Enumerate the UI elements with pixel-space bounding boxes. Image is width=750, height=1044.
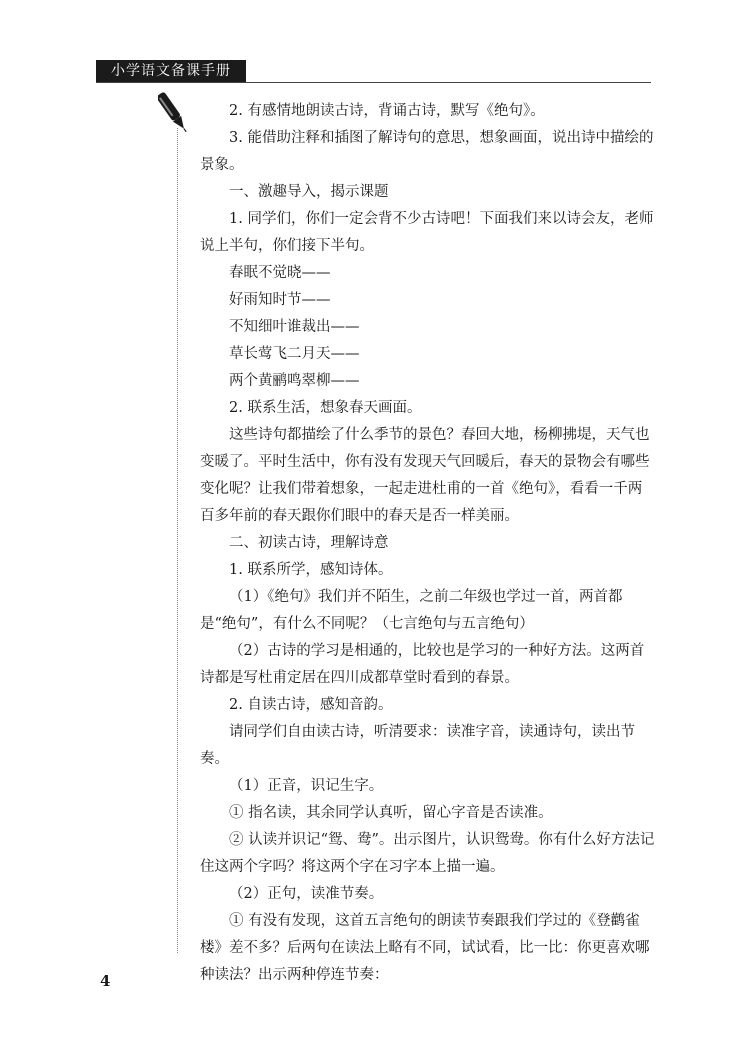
paragraph: 1. 同学们，你们一定会背不少古诗吧！下面我们来以诗会友，老师说上半句，你们接下半句。 — [200, 211, 654, 254]
paragraph: （2）古诗的学习是相通的，比较也是学习的一种好方法。这两首诗都是写杜甫定居在四川成都草堂时看到的春景。 — [200, 643, 645, 686]
paragraph: 2. 自读古诗，感知音韵。 — [229, 697, 393, 713]
poem-line: 春眠不觉晓—— — [229, 265, 331, 281]
paragraph: 1. 联系所学，感知诗体。 — [229, 562, 393, 578]
section-heading: 二、初读古诗，理解诗意 — [229, 535, 389, 551]
pen-icon — [158, 88, 188, 138]
body-text — [200, 98, 655, 989]
poem-line: 草长莺飞二月天—— — [229, 346, 360, 362]
section-heading: 一、激趣导入，揭示课题 — [229, 184, 389, 200]
paragraph: 请同学们自由读古诗，听清要求：读准字音，读通诗句，读出节奏。 — [200, 724, 635, 767]
paragraph: 2. 有感情地朗读古诗，背诵古诗，默写《绝句》。 — [229, 103, 545, 119]
paragraph: （2）正句，读准节奏。 — [229, 886, 384, 902]
header-rule — [96, 82, 651, 83]
paragraph: （1）《绝句》我们并不陌生，之前二年级也学过一首，两首都是“绝句”，有什么不同呢？（七言绝句与五言绝句） — [200, 589, 623, 632]
poem-line: 好雨知时节—— — [229, 292, 331, 308]
poem-line: 两个黄鹂鸣翠柳—— — [229, 373, 360, 389]
poem-line: 不知细叶谁裁出—— — [229, 319, 360, 335]
paragraph: 3. 能借助注释和插图了解诗句的意思，想象画面，说出诗中描绘的景象。 — [200, 130, 654, 173]
paragraph: ① 指名读，其余同学认真听，留心字音是否读准。 — [229, 805, 553, 821]
paragraph: ② 认读并识记“鸳、鸯”。出示图片，认识鸳鸯。你有什么好方法记住这两个字吗？将这两个字在习字本上描一遍。 — [200, 832, 655, 875]
page-number: 4 — [100, 972, 111, 990]
paragraph: （1）正音，识记生字。 — [229, 778, 384, 794]
paragraph: 2. 联系生活，想象春天画面。 — [229, 400, 422, 416]
header-title: 小学语文备课手册 — [96, 60, 246, 82]
paragraph: ① 有没有发现，这首五言绝句的朗读节奏跟我们学过的《登鹳雀楼》差不多？后两句在读法上略有不同，试试看，比一比：你更喜欢哪种读法？出示两种停连节奏： — [200, 913, 650, 983]
paragraph: 这些诗句都描绘了什么季节的景色？春回大地，杨柳拂堤，天气也变暖了。平时生活中，你有没有发现天气回暖后，春天的景物会有哪些变化呢？让我们带着想象，一起走进杜甫的一首《绝句》，看看一千两百多年前的春天跟你们眼中的春天是否一样美丽。 — [200, 427, 650, 524]
dotted-guide-line — [177, 128, 178, 953]
